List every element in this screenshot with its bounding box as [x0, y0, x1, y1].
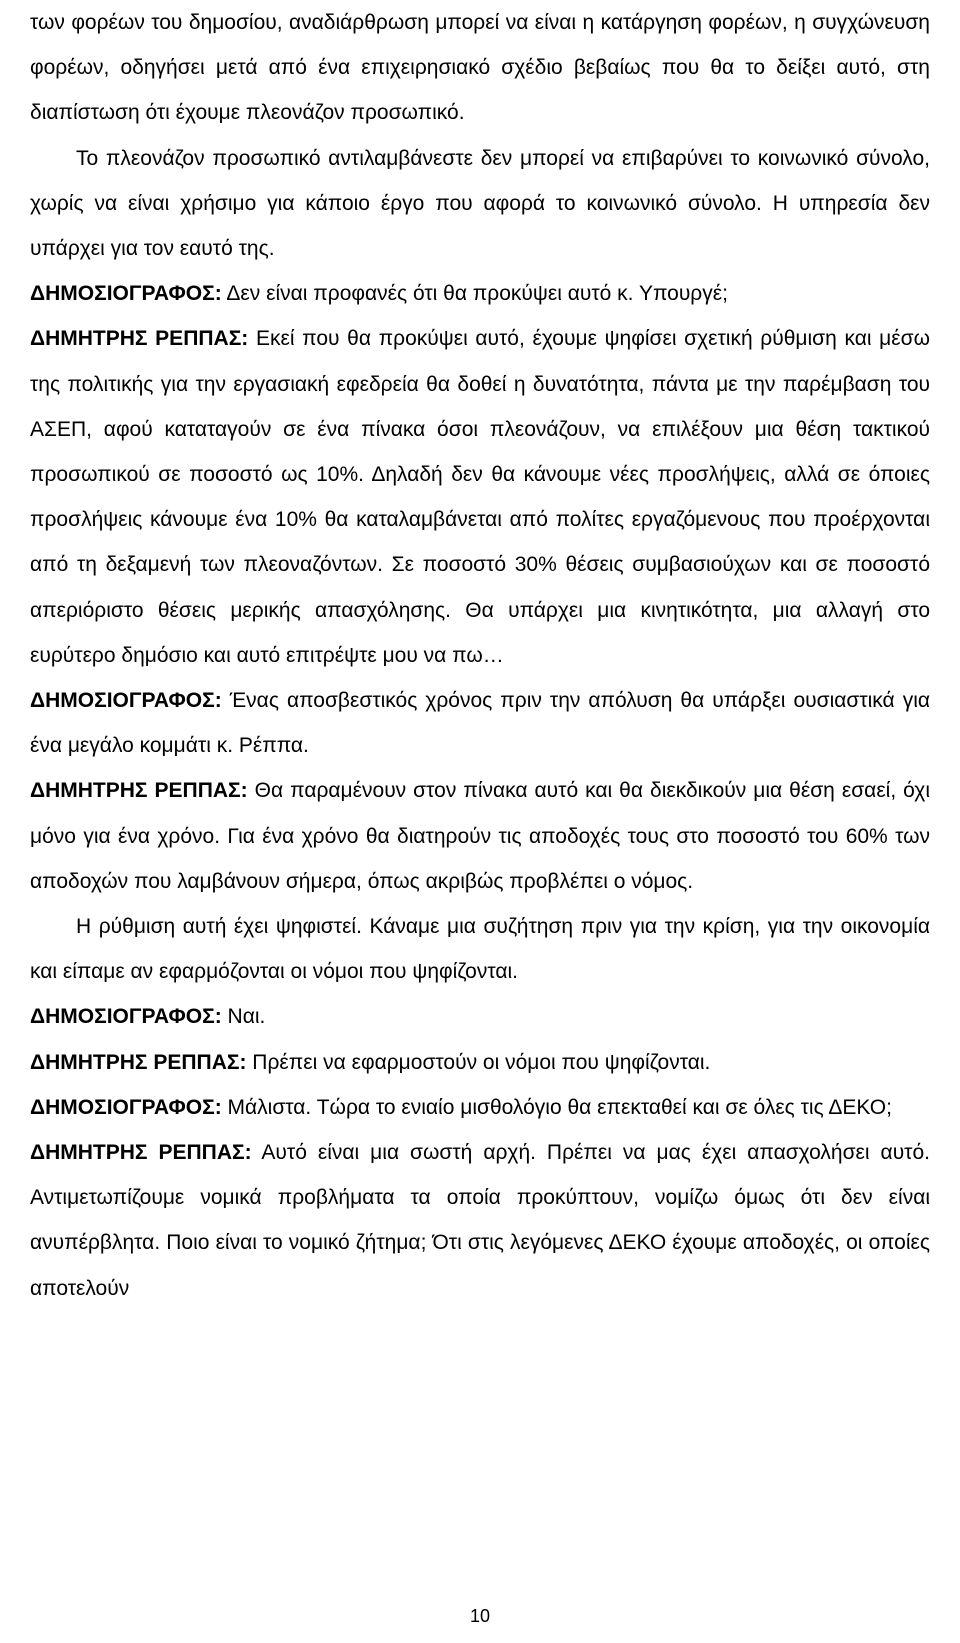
paragraph-journalist-reply — [30, 994, 930, 1039]
paragraph-reppas-answer — [30, 1040, 930, 1085]
document-body — [30, 0, 930, 1311]
paragraph-reppas-answer — [30, 316, 930, 678]
paragraph-text: Θα παραμένουν στον πίνακα αυτό και θα διεκδικούν μια θέση εσαεί, όχι μόνο για ένα χρόνο. Για ένα χρόνο θα διατηρούν τις αποδοχές τους στο ποσοστό του 60% των αποδοχών που λαμβάνουν σήμερα, όπως ακριβώς προβλέπει ο νόμος. — [30, 779, 930, 893]
page-number: 10 — [469, 1606, 491, 1626]
paragraph-journalist-question — [30, 678, 930, 768]
speaker-label: ΔΗΜΟΣΙΟΓΡΑΦΟΣ: — [30, 1005, 222, 1029]
paragraph-text: Ένας αποσβεστικός χρόνος πριν την απόλυση θα υπάρξει ουσιαστικά για ένα μεγάλο κομμάτι κ. Ρέππα. — [30, 689, 930, 758]
speaker-label: ΔΗΜΟΣΙΟΓΡΑΦΟΣ: — [30, 1095, 222, 1119]
paragraph-journalist-question — [30, 271, 930, 316]
paragraph-text: Πρέπει να εφαρμοστούν οι νόμοι που ψηφίζονται. — [246, 1050, 711, 1074]
paragraph-text: Το πλεονάζον προσωπικό αντιλαμβάνεστε δεν μπορεί να επιβαρύνει το κοινωνικό σύνολο, χωρίς να είναι χρήσιμο για κάποιο έργο που αφορά το κοινωνικό σύνολο. Η υπηρεσία δεν υπάρχει για τον εαυτό της. — [30, 146, 930, 261]
speaker-label: ΔΗΜΗΤΡΗΣ ΡΕΠΠΑΣ: — [30, 1141, 252, 1165]
speaker-label: ΔΗΜΟΣΙΟΓΡΑΦΟΣ: — [30, 689, 222, 713]
paragraph-regulation-voted — [30, 904, 930, 994]
paragraph-journalist-question — [30, 1085, 930, 1130]
paragraph-text: Ναι. — [221, 1005, 266, 1029]
paragraph-reppas-answer — [30, 1130, 930, 1311]
speaker-label: ΔΗΜΗΤΡΗΣ ΡΕΠΠΑΣ: — [30, 1050, 247, 1074]
paragraph-text: Δεν είναι προφανές ότι θα προκύψει αυτό κ. Υπουργέ; — [221, 282, 728, 306]
paragraph-intro-continued — [30, 0, 930, 136]
paragraph-text: Μάλιστα. Τώρα το ενιαίο μισθολόγιο θα επεκταθεί και σε όλες τις ΔΕΚΟ; — [221, 1095, 892, 1119]
speaker-label: ΔΗΜΗΤΡΗΣ ΡΕΠΠΑΣ: — [30, 779, 248, 803]
paragraph-text: των φορέων του δημοσίου, αναδιάρθρωση μπορεί να είναι η κατάργηση φορέων, η συγχώνευση φορέων, οδηγήσει μετά από ένα επιχειρησιακό σχέδιο βεβαίως που θα το δείξει αυτό, στη διαπίστωση ότι έχουμε πλεονάζον προσωπικό. — [30, 11, 930, 125]
paragraph-text: Αυτό είναι μια σωστή αρχή. Πρέπει να μας έχει απασχολήσει αυτό. Αντιμετωπίζουμε νομικά προβλήματα τα οποία προκύπτουν, νομίζω όμως ότι δεν είναι ανυπέρβλητα. Ποιο είναι το νομικό ζήτημα; Ότι στις λεγόμενες ΔΕΚΟ έχουμε αποδοχές, οι οποίες αποτελούν — [30, 1141, 930, 1300]
paragraph-text: Εκεί που θα προκύψει αυτό, έχουμε ψηφίσει σχετική ρύθμιση και μέσω της πολιτικής για την εργασιακή εφεδρεία θα δοθεί η δυνατότητα, πάντα με την παρέμβαση του ΑΣΕΠ, αφού καταταγούν σε ένα πίνακα όσοι πλεονάζουν, να επιλέξουν μια θέση τακτικού προσωπικού σε ποσοστό ως 10%. Δηλαδή δεν θα κάνουμε νέες προσλήψεις, αλλά σε όποιες προσλήψεις κάνουμε ένα 10% θα καταλαμβάνεται από πολίτες εργαζόμενους που προέρχονται από τη δεξαμενή των πλεοναζόντων. Σε ποσοστό 30% θέσεις συμβασιούχων και σε ποσοστό απεριόριστο θέσεις μερικής απασχόλησης. Θα υπάρχει μια κινητικότητα, μια αλλαγή στο ευρύτερο δημόσιο και αυτό επιτρέψτε μου να πω… — [30, 327, 931, 667]
paragraph-surplus-staff — [30, 136, 930, 272]
paragraph-text: Η ρύθμιση αυτή έχει ψηφιστεί. Κάναμε μια συζήτηση πριν για την κρίση, για την οικονομία και είπαμε αν εφαρμόζονται οι νόμοι που ψηφίζονται. — [30, 915, 930, 984]
paragraph-reppas-answer — [30, 768, 930, 904]
speaker-label: ΔΗΜΟΣΙΟΓΡΑΦΟΣ: — [30, 282, 222, 306]
speaker-label: ΔΗΜΗΤΡΗΣ ΡΕΠΠΑΣ: — [30, 327, 249, 351]
